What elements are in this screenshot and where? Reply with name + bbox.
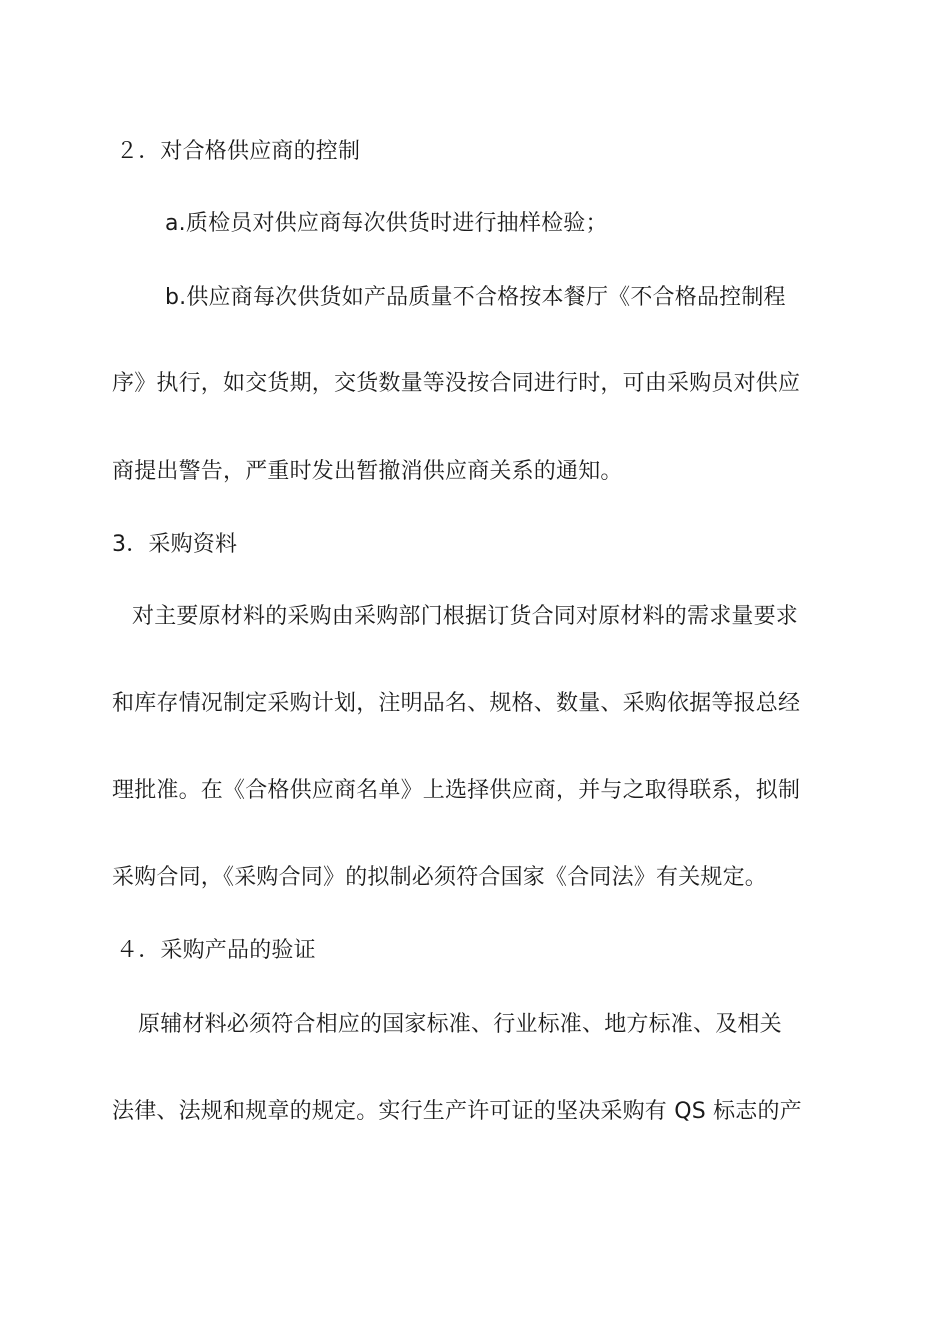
section-heading-product-verification: ４．采购产品的验证 bbox=[116, 938, 316, 963]
paragraph-line: b.供应商每次供货如产品质量不合格按本餐厅《不合格品控制程 bbox=[165, 285, 786, 310]
paragraph-line: 采购合同，《采购合同》的拟制必须符合国家《合同法》有关规定。 bbox=[112, 865, 768, 890]
paragraph-line: 商提出警告，严重时发出暂撤消供应商关系的通知。 bbox=[112, 459, 623, 484]
paragraph-line: 原辅材料必须符合相应的国家标准、行业标准、地方标准、及相关 bbox=[138, 1012, 782, 1037]
paragraph-line: 理批准。在《合格供应商名单》上选择供应商，并与之取得联系，拟制 bbox=[112, 778, 801, 803]
paragraph-line: 序》执行，如交货期，交货数量等没按合同进行时，可由采购员对供应 bbox=[112, 371, 801, 396]
paragraph-line: 对主要原材料的采购由采购部门根据订货合同对原材料的需求量要求 bbox=[132, 604, 799, 629]
paragraph-line: 和库存情况制定采购计划，注明品名、规格、数量、采购依据等报总经 bbox=[112, 691, 801, 716]
paragraph-line: 法律、法规和规章的规定。实行生产许可证的坚决采购有 QS 标志的产 bbox=[112, 1099, 802, 1124]
paragraph-line: a.质检员对供应商每次供货时进行抽样检验； bbox=[165, 211, 608, 236]
section-heading-procurement-materials: 3．采购资料 bbox=[112, 532, 238, 557]
section-heading-qualified-supplier-control: ２．对合格供应商的控制 bbox=[116, 139, 361, 164]
